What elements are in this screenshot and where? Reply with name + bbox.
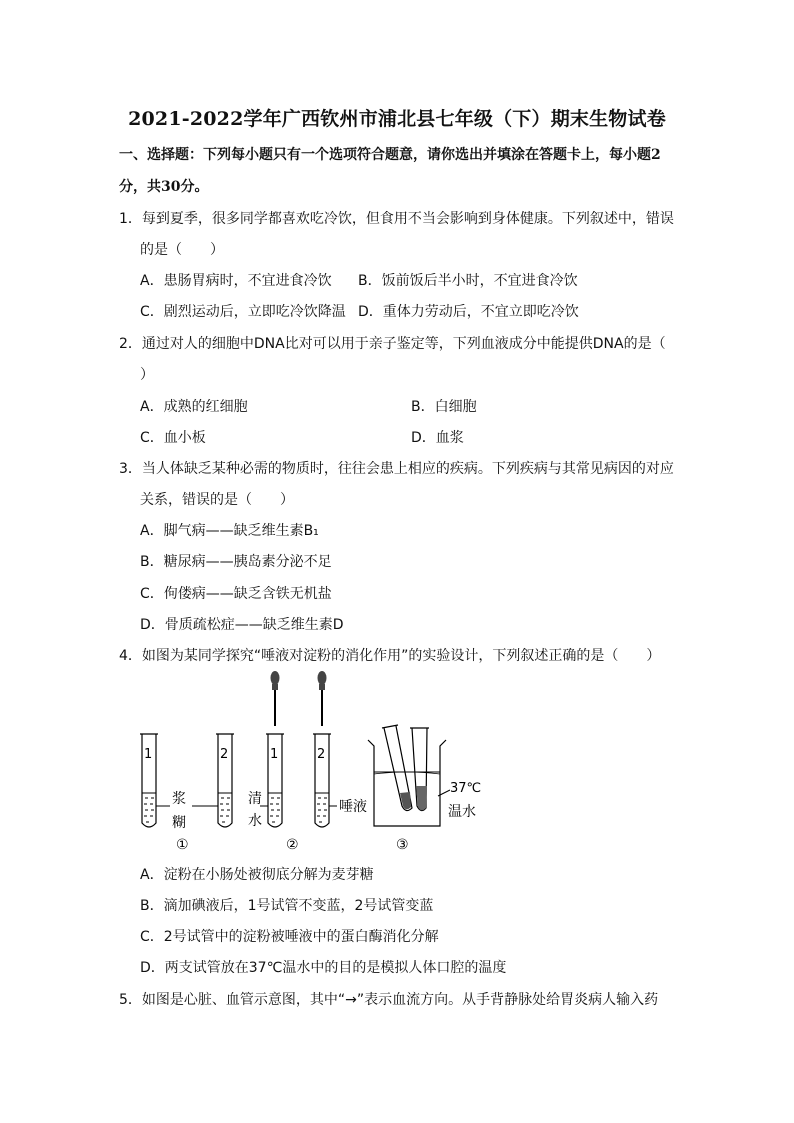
question-4-option-d: D．两支试管放在37℃温水中的目的是模拟人体口腔的温度 bbox=[140, 960, 507, 976]
question-1-option-b: B．饭前饭后半小时，不宜进食冷饮 bbox=[358, 273, 578, 289]
question-3-stem-cont: 关系，错误的是（ ） bbox=[140, 492, 294, 508]
dropper-2 bbox=[318, 671, 327, 726]
question-4-option-b: B．滴加碘液后，1号试管不变蓝，2号试管变蓝 bbox=[140, 898, 434, 914]
question-2-stem: 2．通过对人的细胞中DNA比对可以用于亲子鉴定等，下列血液成分中能提供DNA的是（ bbox=[119, 336, 666, 352]
paste-label-2: 糊 bbox=[172, 815, 186, 831]
warm-water-label: 温水 bbox=[448, 804, 476, 820]
water-label-1: 清 bbox=[248, 791, 262, 807]
temperature-label: 37℃ bbox=[450, 781, 482, 796]
question-3-stem: 3．当人体缺乏某种必需的物质时，往往会患上相应的疾病。下列疾病与其常见病因的对应 bbox=[119, 461, 674, 477]
beaker-tube-right bbox=[410, 728, 429, 811]
tube-2-step2-number: 2 bbox=[317, 747, 326, 762]
section-heading-line2: 分，共30分。 bbox=[119, 179, 209, 195]
question-2-option-b: B．白细胞 bbox=[411, 399, 477, 415]
question-2-option-d: D．血浆 bbox=[411, 430, 464, 446]
experiment-diagram bbox=[130, 668, 490, 856]
saliva-label: 唾液 bbox=[339, 799, 367, 815]
question-2-option-c: C．血小板 bbox=[140, 430, 206, 446]
section-heading-line1: 一、选择题：下列每小题只有一个选项符合题意，请你选出并填涂在答题卡上，每小题2 bbox=[119, 147, 661, 163]
question-3-option-a: A．脚气病——缺乏维生素B₁ bbox=[140, 523, 319, 539]
question-2-stem-cont: ） bbox=[140, 367, 154, 383]
question-1-option-c: C．剧烈运动后，立即吃冷饮降温 bbox=[140, 304, 346, 320]
question-3-option-c: C．佝偻病——缺乏含铁无机盐 bbox=[140, 586, 332, 602]
tube-1-step2-number: 1 bbox=[270, 747, 279, 762]
step-3-label: ③ bbox=[396, 837, 409, 853]
beaker-tube-left bbox=[382, 725, 412, 811]
question-4-option-c: C．2号试管中的淀粉被唾液中的蛋白酶消化分解 bbox=[140, 929, 439, 945]
question-4-stem: 4．如图为某同学探究“唾液对淀粉的消化作用”的实验设计，下列叙述正确的是（ ） bbox=[119, 648, 661, 664]
water-label-2: 水 bbox=[248, 813, 262, 829]
question-1-option-a: A．患肠胃病时，不宜进食冷饮 bbox=[140, 273, 332, 289]
question-1-stem-cont: 的是（ ） bbox=[140, 242, 224, 258]
question-3-option-b: B．糖尿病——胰岛素分泌不足 bbox=[140, 554, 332, 570]
question-3-option-d: D．骨质疏松症——缺乏维生素D bbox=[140, 617, 344, 633]
exam-title: 2021-2022学年广西钦州市浦北县七年级（下）期末生物试卷 bbox=[128, 108, 666, 130]
dropper-1 bbox=[271, 671, 280, 726]
step-1-label: ① bbox=[176, 837, 189, 853]
question-1-stem: 1．每到夏季，很多同学都喜欢吃冷饮，但食用不当会影响到身体健康。下列叙述中，错误 bbox=[119, 211, 674, 227]
paste-label-1: 浆 bbox=[172, 791, 186, 807]
question-4-option-a: A．淀粉在小肠处被彻底分解为麦芽糖 bbox=[140, 867, 374, 883]
tube-1-number: 1 bbox=[144, 747, 153, 762]
tube-2-number: 2 bbox=[220, 747, 229, 762]
step-2-label: ② bbox=[286, 837, 299, 853]
question-1-option-d: D．重体力劳动后，不宜立即吃冷饮 bbox=[358, 304, 579, 320]
question-2-option-a: A．成熟的红细胞 bbox=[140, 399, 248, 415]
question-5-stem: 5．如图是心脏、血管示意图，其中“→”表示血流方向。从手背静脉处给胃炎病人输入药 bbox=[119, 992, 659, 1008]
